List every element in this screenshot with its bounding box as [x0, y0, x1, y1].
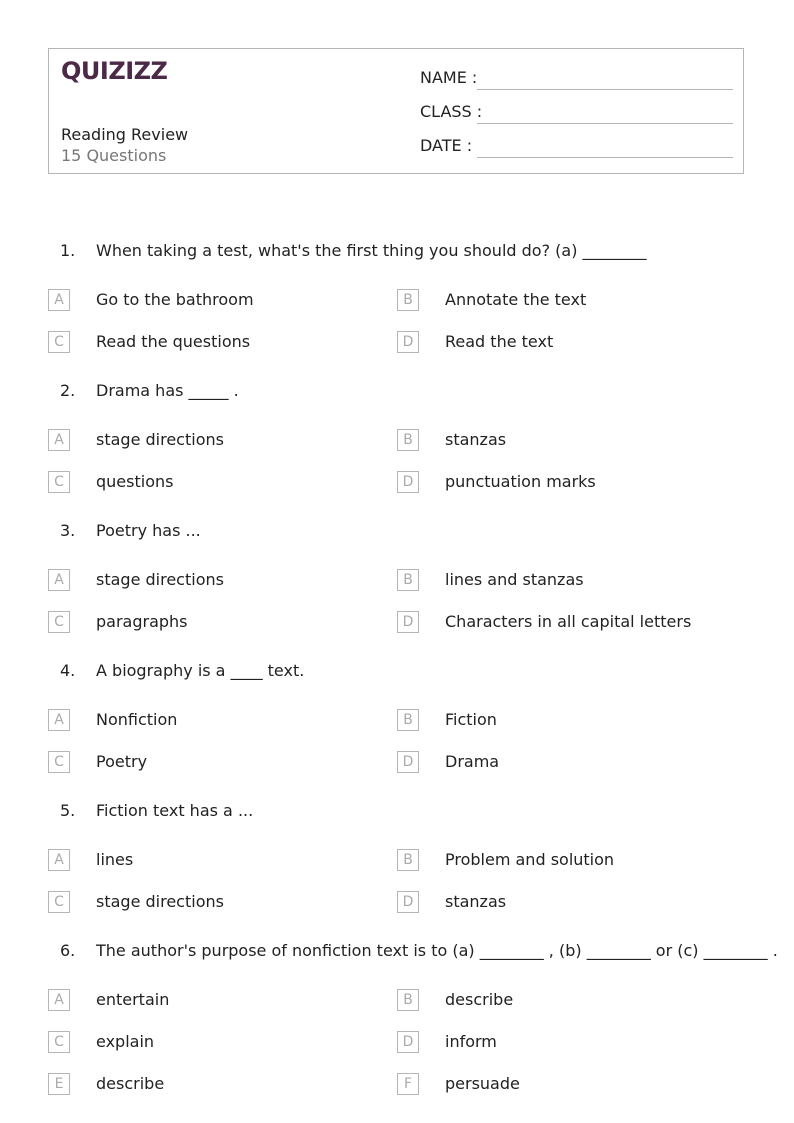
option-text: lines and stanzas [445, 570, 584, 589]
option-letter-box[interactable]: D [397, 471, 419, 493]
option-letter-box[interactable]: D [397, 611, 419, 633]
question-text: Poetry has ... [96, 521, 201, 540]
option-letter-box[interactable]: C [48, 331, 70, 353]
question-count: 15 Questions [61, 146, 167, 165]
question-text: When taking a test, what's the first thing you should do? (a) ________ [96, 241, 647, 260]
option-text: questions [96, 472, 174, 491]
option-letter-box[interactable]: C [48, 1031, 70, 1053]
option-letter-box[interactable]: D [397, 751, 419, 773]
option-letter-box[interactable]: C [48, 891, 70, 913]
option-letter-box[interactable]: A [48, 989, 70, 1011]
option-text: inform [445, 1032, 497, 1051]
question-number: 5. [60, 801, 76, 820]
option-letter-box[interactable]: B [397, 709, 419, 731]
option-letter-box[interactable]: B [397, 429, 419, 451]
option-letter-box[interactable]: C [48, 751, 70, 773]
option-letter-box[interactable]: E [48, 1073, 70, 1095]
option-text: Read the text [445, 332, 554, 351]
option-text: stage directions [96, 892, 224, 911]
option-text: Annotate the text [445, 290, 587, 309]
option-letter-box[interactable]: A [48, 849, 70, 871]
option-text: describe [96, 1074, 165, 1093]
option-letter-box[interactable]: A [48, 289, 70, 311]
option-text: Nonfiction [96, 710, 178, 729]
option-text: Problem and solution [445, 850, 615, 869]
question-number: 1. [60, 241, 76, 260]
name-field[interactable] [477, 89, 733, 90]
class-label: CLASS : [420, 102, 483, 121]
option-text: Read the questions [96, 332, 251, 351]
option-letter-box[interactable]: B [397, 569, 419, 591]
quizizz-logo: QUIZIZZ [61, 57, 168, 85]
option-letter-box[interactable]: B [397, 289, 419, 311]
option-letter-box[interactable]: A [48, 709, 70, 731]
option-text: lines [96, 850, 134, 869]
option-letter-box[interactable]: D [397, 331, 419, 353]
question-text: The author's purpose of nonfiction text is to (a) ________ , (b) ________ or (c) ________ . [96, 941, 778, 960]
option-letter-box[interactable]: B [397, 849, 419, 871]
option-text: explain [96, 1032, 155, 1051]
question-number: 3. [60, 521, 76, 540]
question-text: Fiction text has a ... [96, 801, 254, 820]
worksheet-header [48, 48, 744, 174]
option-letter-box[interactable]: D [397, 891, 419, 913]
date-field[interactable] [477, 157, 733, 158]
option-letter-box[interactable]: C [48, 471, 70, 493]
option-text: Characters in all capital letters [445, 612, 692, 631]
option-text: stage directions [96, 430, 224, 449]
worksheet-title: Reading Review [61, 125, 189, 144]
option-text: persuade [445, 1074, 520, 1093]
option-letter-box[interactable]: B [397, 989, 419, 1011]
option-text: Fiction [445, 710, 497, 729]
option-text: stanzas [445, 430, 507, 449]
question-number: 2. [60, 381, 76, 400]
option-text: stage directions [96, 570, 224, 589]
option-text: describe [445, 990, 514, 1009]
option-letter-box[interactable]: F [397, 1073, 419, 1095]
question-text: Drama has _____ . [96, 381, 239, 400]
class-field[interactable] [477, 123, 733, 124]
option-letter-box[interactable]: D [397, 1031, 419, 1053]
question-number: 4. [60, 661, 76, 680]
option-text: Drama [445, 752, 500, 771]
question-number: 6. [60, 941, 76, 960]
option-text: stanzas [445, 892, 507, 911]
option-text: paragraphs [96, 612, 188, 631]
date-label: DATE : [420, 136, 473, 155]
option-text: Go to the bathroom [96, 290, 254, 309]
option-letter-box[interactable]: C [48, 611, 70, 633]
question-text: A biography is a ____ text. [96, 661, 305, 680]
option-text: entertain [96, 990, 170, 1009]
option-letter-box[interactable]: A [48, 569, 70, 591]
option-text: Poetry [96, 752, 148, 771]
option-letter-box[interactable]: A [48, 429, 70, 451]
name-label: NAME : [420, 68, 478, 87]
option-text: punctuation marks [445, 472, 596, 491]
